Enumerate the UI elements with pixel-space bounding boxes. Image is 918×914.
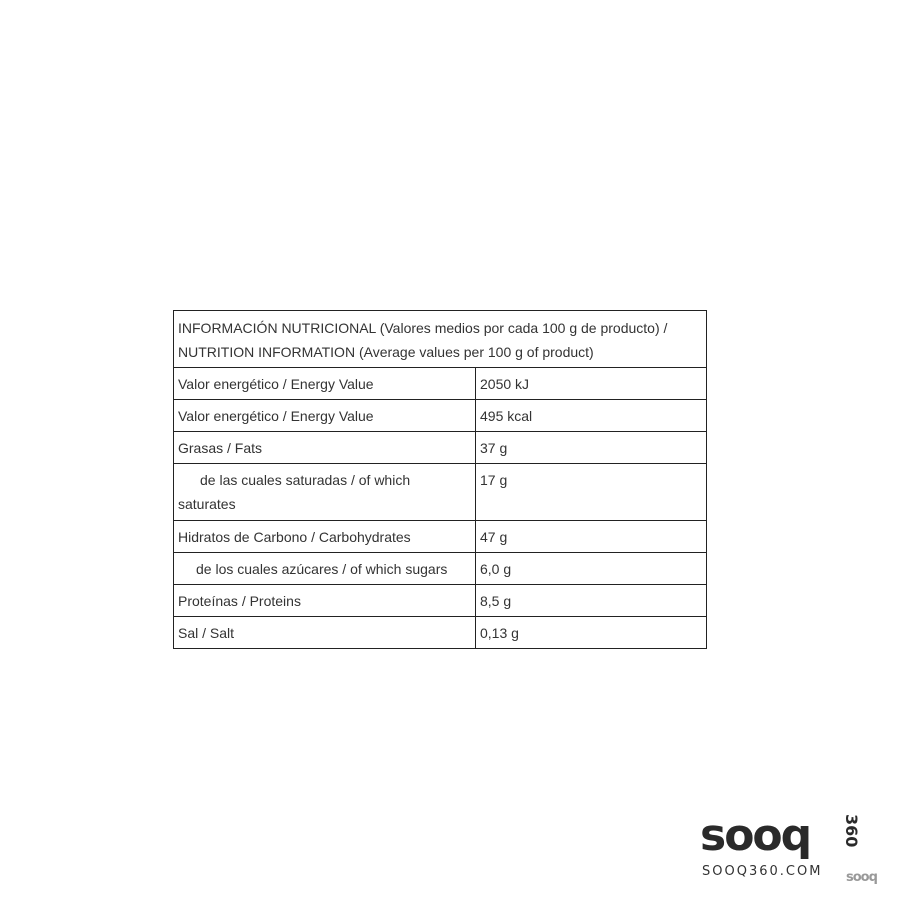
table-header: INFORMACIÓN NUTRICIONAL (Valores medios por cada 100 g de producto) / NUTRITION INFORMATION (Average values per 100 g of product) <box>174 311 707 368</box>
table-row <box>174 585 707 617</box>
row-label: de las cuales saturadas / of which saturates <box>178 472 411 512</box>
row-label: Valor energético / Energy Value <box>174 400 476 432</box>
row-value: 6,0 g <box>476 553 707 585</box>
row-label: Proteínas / Proteins <box>174 585 476 617</box>
row-value: 47 g <box>476 521 707 553</box>
row-label: de los cuales azúcares / of which sugars <box>174 553 476 585</box>
table-row <box>174 553 707 585</box>
row-label: Grasas / Fats <box>174 432 476 464</box>
row-value: 37 g <box>476 432 707 464</box>
logo-number: 360 <box>842 814 861 848</box>
table-row <box>174 521 707 553</box>
table-row <box>174 368 707 400</box>
row-value: 0,13 g <box>476 617 707 649</box>
nutrition-table <box>173 310 707 649</box>
row-value: 495 kcal <box>476 400 707 432</box>
sooq360-logo <box>700 810 900 894</box>
row-label: Valor energético / Energy Value <box>174 368 476 400</box>
table-row <box>174 617 707 649</box>
table-row <box>174 432 707 464</box>
table-row <box>174 400 707 432</box>
row-label: Hidratos de Carbono / Carbohydrates <box>174 521 476 553</box>
logo-wordmark: sooq <box>700 810 811 861</box>
row-value: 17 g <box>476 464 707 521</box>
row-label: Sal / Salt <box>174 617 476 649</box>
logo-watermark: sooq <box>846 870 877 885</box>
table-row <box>174 464 707 521</box>
logo-url: SOOQ360.COM <box>702 864 823 879</box>
row-value: 2050 kJ <box>476 368 707 400</box>
row-value: 8,5 g <box>476 585 707 617</box>
